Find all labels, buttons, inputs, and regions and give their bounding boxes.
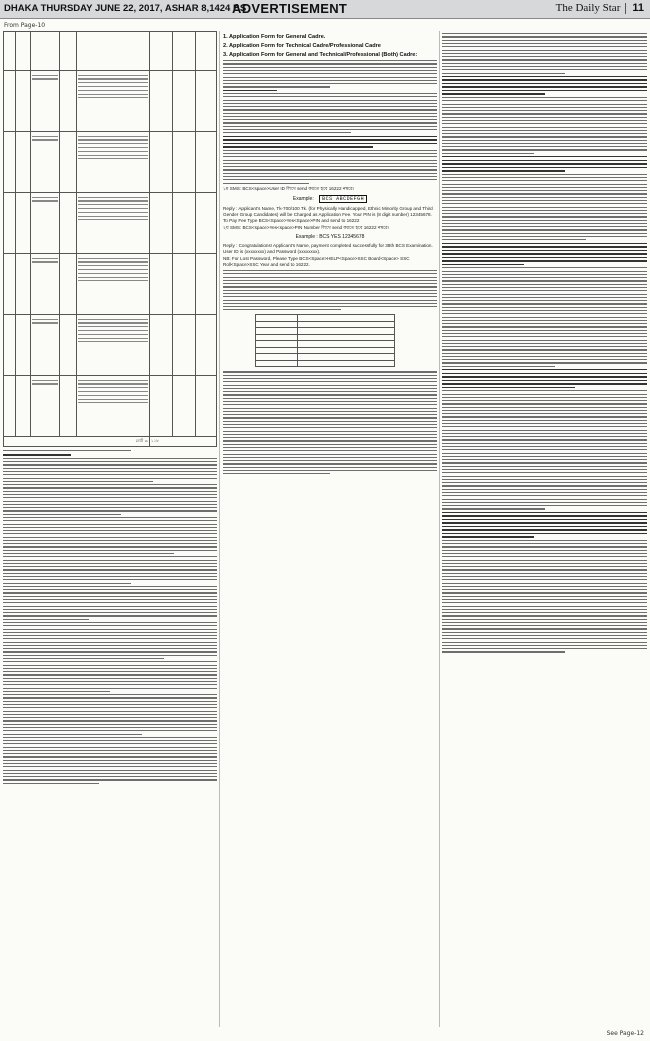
instructions-heading: [3, 454, 217, 456]
application-form-3: 3. Application Form for General and Technical/Professional (Both) Cadre:: [223, 52, 418, 58]
table-row: [4, 254, 217, 315]
masthead-section-title: ADVERTISEMENT: [232, 1, 348, 16]
table-header-cell: [196, 32, 217, 71]
to-page-label: See Page-12: [606, 1030, 644, 1037]
paragraph-text: [223, 60, 437, 133]
masthead-paper-name: [556, 2, 644, 14]
column-1: [3, 31, 217, 1027]
table-header-cell: [150, 32, 173, 71]
instructions-text: [3, 458, 217, 784]
table-header-cell: [173, 32, 196, 71]
table-row: [4, 376, 217, 437]
table-row: [4, 315, 217, 376]
sms-example-code: BCS ABCDEFGH: [319, 195, 367, 203]
table-header-cell: [31, 32, 60, 71]
table-header-cell: [60, 32, 77, 71]
column-3: [442, 31, 647, 1027]
column-divider: [439, 31, 440, 1027]
district-table: [255, 314, 395, 367]
masthead-dateline: DHAKA THURSDAY JUNE 22, 2017, ASHAR 8,1424 BS: [4, 3, 247, 14]
from-page-label: From Page-10: [4, 22, 46, 29]
table-row: [4, 132, 217, 193]
paragraph-text: [223, 270, 437, 311]
sms-example-label: Example:: [292, 195, 314, 202]
bold-paragraph: [442, 512, 647, 538]
table-header-cell: [77, 32, 150, 71]
bold-paragraph: [442, 369, 647, 388]
summary-line: [3, 450, 217, 451]
paragraph-text: [442, 267, 647, 367]
masthead-divider: [625, 3, 626, 14]
congratulations-reply: Reply : Congratulations! Applicant's Name, payment completed successfully for 38th BCS Examination. User ID is (xxxxxxxx) and Password (xxxxxxxx).: [223, 242, 433, 254]
application-form-2: 2. Application Form for Technical Cadre/Professional Cadre: [223, 43, 381, 49]
table-header-cell: [16, 32, 31, 71]
application-form-1: 1. Application Form for General Cadre.: [223, 34, 326, 40]
paragraph-text: [442, 97, 647, 154]
table-row: [4, 193, 217, 254]
lost-password-note: NB: For Lost Password, Please Type BCS<Space>HELP<Space>SSC Board<Space> SSC Roll<Space>SSC Year and send to 16222.: [223, 255, 410, 267]
bold-paragraph: [442, 76, 647, 95]
paragraph-text: [442, 540, 647, 653]
table-total-row: [4, 437, 217, 447]
post-table: [3, 31, 217, 447]
table-header-row: [4, 32, 217, 71]
column-2: [223, 31, 437, 1027]
bold-paragraph: [442, 156, 647, 172]
page-number: 11: [632, 2, 644, 14]
table-total-label: মোট =: [4, 437, 150, 447]
bold-paragraph: [442, 243, 647, 266]
table-row: [4, 71, 217, 132]
paragraph-text: [442, 390, 647, 509]
table-row: [256, 360, 395, 367]
column-divider: [219, 31, 220, 1027]
table-total-value: ১১৮: [150, 437, 217, 447]
paragraph-text: [442, 33, 647, 74]
paragraph-text: [223, 371, 437, 474]
sms-reply-text: Reply : Applicant's Name, Tk-700/100 Tk. (for Physically Handicapped, Ethnic Minority Group and Third Gender Group Candidates) will be Charged as Application Fee. Your PIN is (8 digit number) 12345678. To Pay Fee Type BCS<Space>Yes<Space>PIN and send to 16222: [223, 205, 433, 223]
bold-paragraph: [223, 136, 437, 148]
paper-name: The Daily Star: [555, 2, 621, 14]
first-sms-instruction: ১ম SMS: BCS<space>User ID লিখে send করতে হবে 16222 নম্বরে।: [223, 185, 355, 191]
paragraph-text: [223, 150, 437, 184]
paragraph-text: [442, 174, 647, 241]
second-sms-example: Example : BCS YES 12345678: [295, 233, 365, 240]
table-header-cell: [4, 32, 16, 71]
second-sms-instruction: ২য় SMS: BCS<space>Yes<space>PIN Number লিখে send করতে হবে 16222 নম্বরে।: [223, 224, 390, 230]
masthead: [0, 0, 650, 19]
sms-example: [223, 195, 437, 203]
